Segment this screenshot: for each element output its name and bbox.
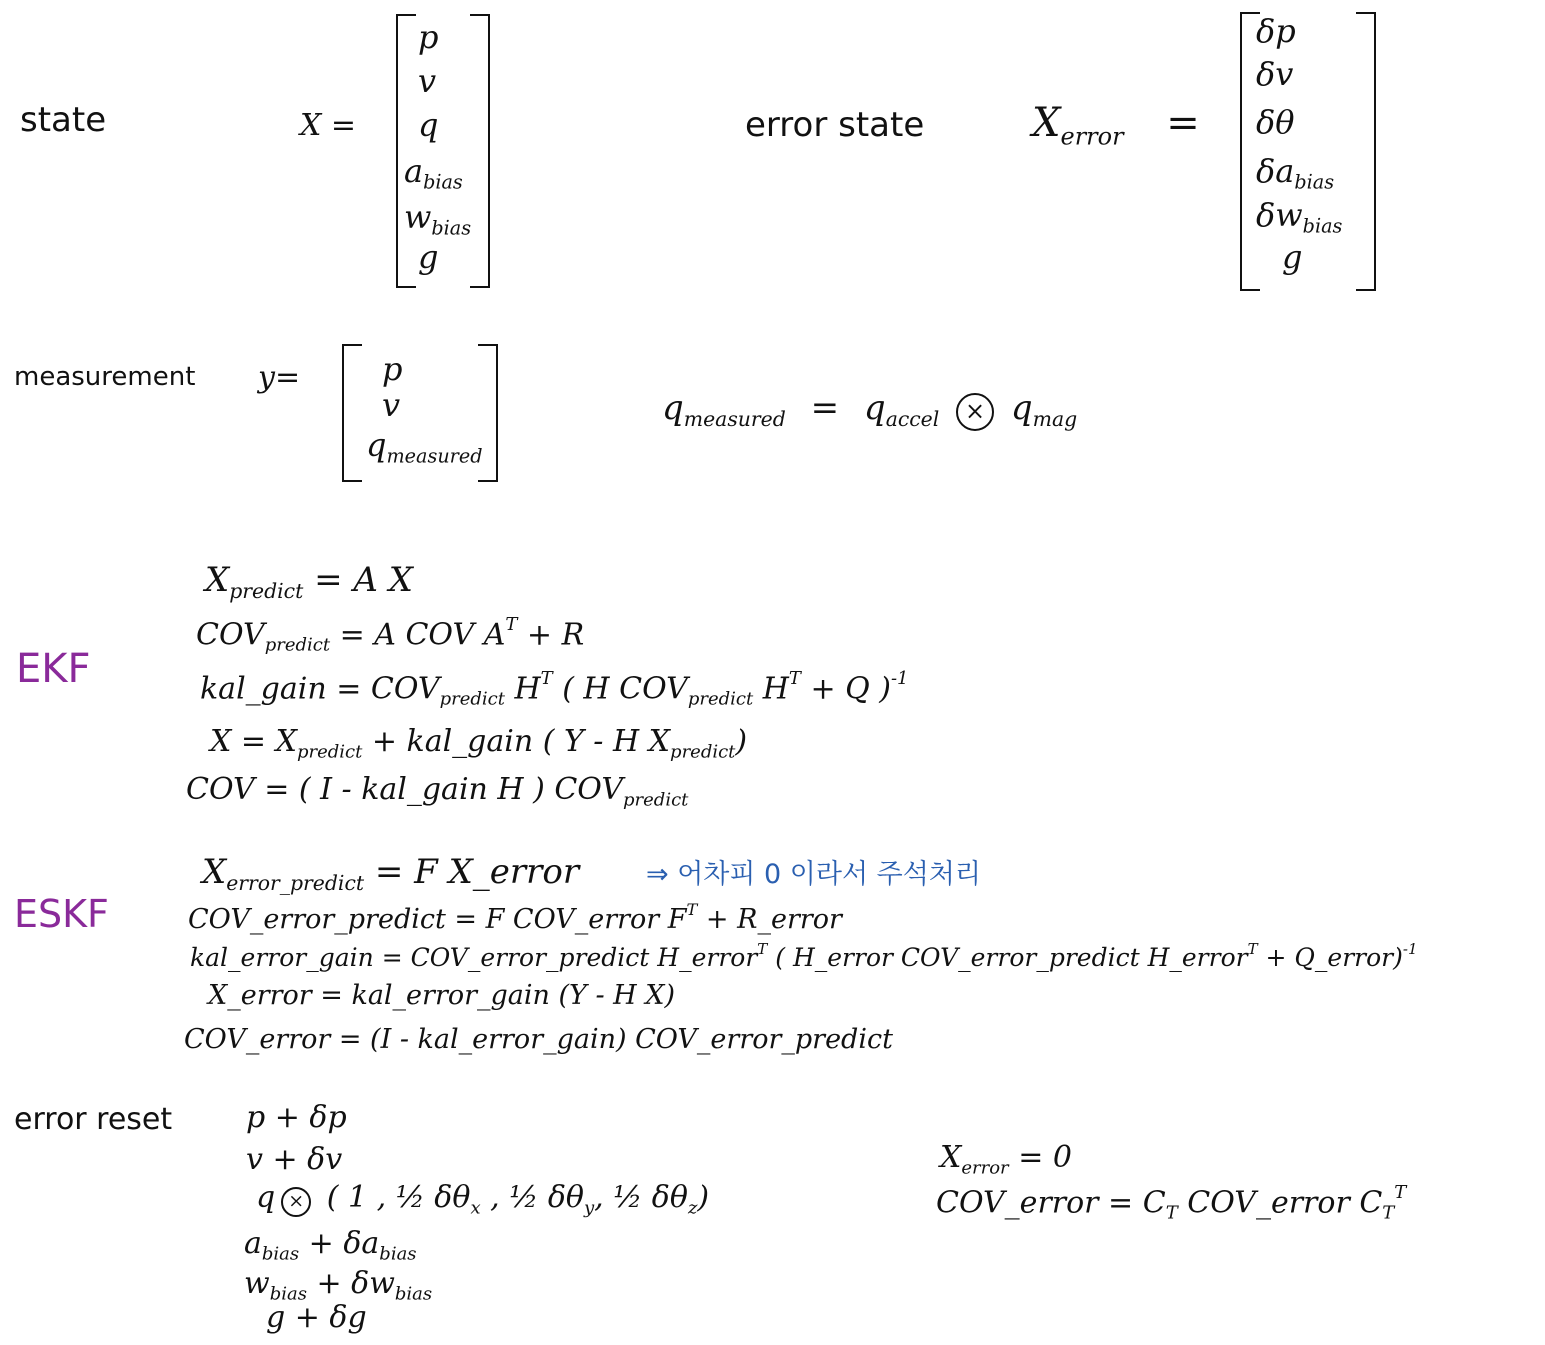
eskf-line: COV_error = (I - kal_error_gain) COV_error_predict: [184, 1024, 893, 1055]
error-state-right-bracket: [1356, 12, 1376, 291]
state-row: $w_{bias}$: [404, 198, 472, 240]
reset-right-line: $X_{error} = 0$: [940, 1140, 1072, 1179]
state-row: v: [418, 62, 437, 100]
error-reset-label: error reset: [14, 1102, 173, 1137]
reset-line: g + δg: [266, 1300, 367, 1335]
measurement-left-bracket: [342, 344, 362, 482]
state-var: [300, 108, 356, 143]
reset-line: $w_{bias} + \delta w_{bias}$: [244, 1266, 433, 1305]
measurement-row: $q_{measured}$: [366, 426, 483, 468]
state-row: p: [418, 18, 439, 56]
error-state-label: error state: [745, 105, 925, 145]
ekf-label: EKF: [16, 646, 91, 692]
ekf-line: $COV_{predict} = A$ COV $A^T + R$: [196, 614, 585, 656]
eskf-line: X_error = kal_error_gain (Y - H X): [208, 980, 676, 1011]
state-equals: =: [330, 108, 357, 143]
measurement-label: measurement: [14, 362, 196, 392]
reset-line: q × ( 1 , ½ $\delta\theta_x$ , ½ $\delta\theta_y$, ½ $\delta\theta_z$): [256, 1180, 710, 1219]
eskf-note: ⇒ 어차피 0 이라서 주석처리: [646, 859, 981, 890]
ekf-line: $X_{predict} = A$ X: [205, 560, 413, 604]
state-label: state: [20, 100, 107, 140]
error-state-var: $X_{error}$ =: [1032, 100, 1200, 151]
otimes-icon: ×: [281, 1187, 311, 1217]
measurement-row: v: [382, 386, 401, 424]
error-state-row: $\delta a_{bias}$: [1256, 152, 1335, 194]
eskf-line: $X_{error\_predict} = F$ X_error: [202, 852, 580, 896]
error-state-row: δv: [1256, 55, 1294, 93]
reset-right-line: COV_error = $C_T$ COV_error $C_T^T$: [936, 1182, 1407, 1224]
ekf-line: COV = ( I - kal_gain H ) $COV_{predict}$: [186, 772, 689, 811]
error-state-row: $\delta w_{bias}$: [1256, 196, 1343, 238]
error-state-row: δθ: [1256, 103, 1295, 141]
ekf-line: $X = X_{predict}$ + kal_gain ( Y - H $X_{predict}$): [210, 724, 748, 763]
reset-line: v + δv: [246, 1142, 343, 1177]
state-var-symbol: X: [300, 108, 322, 143]
state-row: g: [418, 238, 439, 276]
reset-line: $a_{bias} + \delta a_{bias}$: [244, 1226, 417, 1265]
ekf-line: kal_gain = $COV_{predict}$ $H^T$ ( H $COV_{predict}$ $H^T + Q$ )$^{-1}$: [200, 668, 909, 710]
otimes-icon: ×: [956, 393, 994, 431]
error-state-row: g: [1282, 238, 1303, 276]
reset-line: p + δp: [246, 1100, 347, 1135]
error-state-row: δp: [1256, 12, 1296, 50]
eskf-label: ESKF: [14, 892, 109, 936]
state-row: $a_{bias}$: [404, 152, 463, 194]
eskf-line: COV_error_predict = F COV_error $F^T$ + R_error: [188, 900, 842, 935]
state-left-bracket: [396, 14, 416, 288]
state-right-bracket: [470, 14, 490, 288]
eskf-line: kal_error_gain = COV_error_predict H_error$^T$ ( H_error COV_error_predict H_error$^T$ + Q_error)$^{-1}$: [190, 940, 1418, 972]
measurement-row: p: [382, 350, 403, 388]
state-row: q: [418, 106, 439, 144]
quaternion-measured-equation: $q_{measured} = q_{accel} \times q_{mag}$: [662, 388, 1078, 432]
measurement-var: y=: [258, 360, 301, 395]
